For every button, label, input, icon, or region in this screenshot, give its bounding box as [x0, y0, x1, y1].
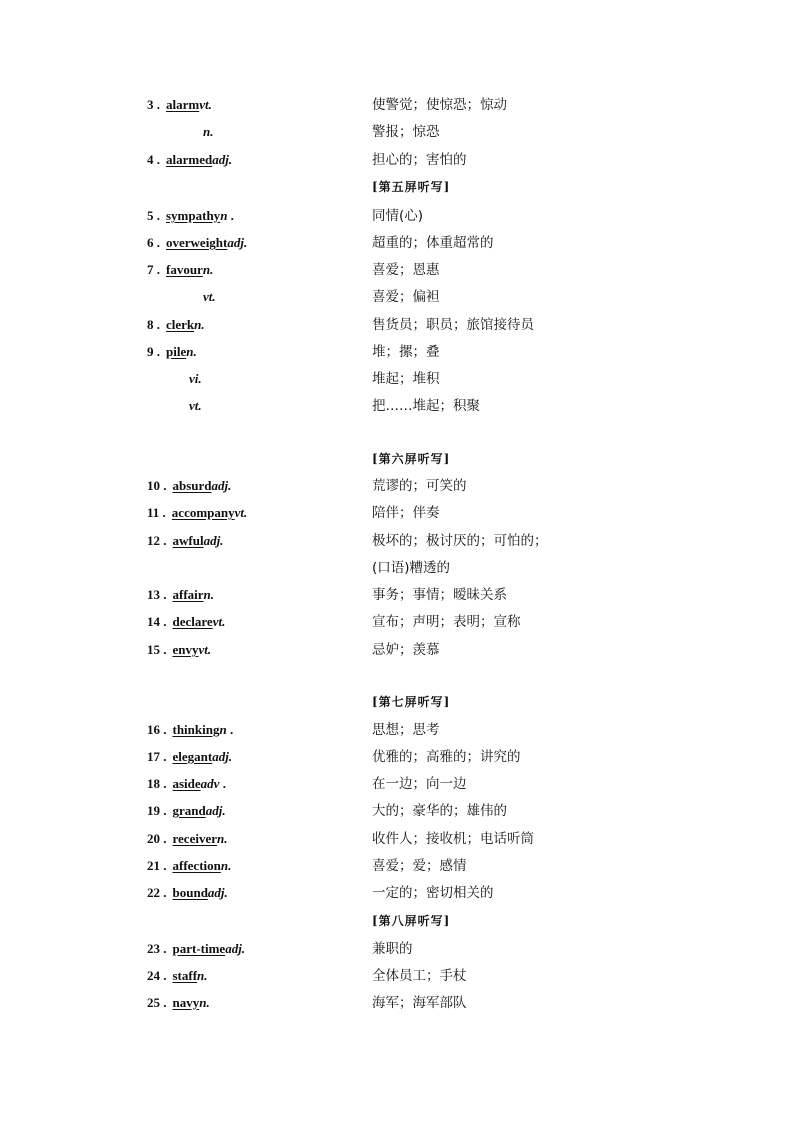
vocab-row	[0, 287, 794, 307]
part-of-speech: adj.	[205, 803, 226, 818]
headword: part-time	[172, 941, 226, 956]
trailing-mark: .	[226, 722, 234, 737]
term-cell	[147, 747, 232, 767]
entry-number: 11 .	[147, 505, 166, 520]
part-of-speech: vt.	[198, 642, 212, 657]
definition: 陪伴；伴奏	[372, 505, 440, 521]
vocab-row	[0, 640, 794, 660]
term-cell	[147, 476, 231, 496]
vocab-row	[0, 558, 794, 578]
term-cell	[147, 150, 232, 170]
definition: 荒谬的；可笑的	[372, 478, 467, 494]
entry-number: 12 .	[147, 533, 167, 548]
entry-number: 23 .	[147, 941, 167, 956]
vocab-row	[0, 612, 794, 632]
trailing-mark: .	[227, 208, 234, 223]
part-of-speech: n	[219, 722, 227, 737]
definition: 在一边；向一边	[372, 776, 467, 792]
part-of-speech: vt.	[212, 614, 226, 629]
vocab-row	[0, 503, 794, 523]
definition: 全体员工；手杖	[372, 968, 467, 984]
headword: affection	[172, 858, 221, 873]
definition: 同情(心)	[372, 208, 424, 224]
vocab-row	[0, 774, 794, 794]
section-header-row	[0, 911, 794, 931]
entry-number: 15 .	[147, 642, 167, 657]
term-cell	[147, 829, 227, 849]
term-cell	[147, 801, 226, 821]
headword: bound	[172, 885, 208, 900]
term-cell	[147, 342, 197, 362]
term-cell	[147, 883, 228, 903]
definition: 售货员；职员；旅馆接待员	[372, 317, 534, 333]
vocab-row	[0, 856, 794, 876]
definition: 极坏的；极讨厌的；可怕的；	[372, 533, 548, 549]
definition: 忌妒；羡慕	[372, 642, 440, 658]
term-cell	[147, 774, 226, 794]
part-of-speech: vi.	[189, 371, 202, 386]
definition: 堆；摞；叠	[372, 344, 440, 360]
term-cell	[189, 396, 202, 416]
term-cell	[147, 856, 231, 876]
headword: pile	[166, 344, 187, 359]
term-cell	[147, 612, 225, 632]
vocab-row	[0, 939, 794, 959]
part-of-speech: n.	[220, 858, 232, 873]
part-of-speech: n.	[199, 995, 210, 1010]
headword: staff	[172, 968, 198, 983]
entry-number: 19 .	[147, 803, 167, 818]
vocab-row	[0, 720, 794, 740]
definition: 使警觉；使惊恐；惊动	[372, 97, 507, 113]
definition: 把……堆起；积聚	[372, 398, 480, 414]
definition: 喜爱；偏袒	[372, 289, 440, 305]
entry-number: 25 .	[147, 995, 167, 1010]
section-header: [第七屏听写]	[372, 695, 451, 709]
definition: 警报；惊恐	[372, 124, 440, 140]
vocab-row	[0, 801, 794, 821]
entry-number: 16 .	[147, 722, 167, 737]
term-cell	[147, 95, 212, 115]
part-of-speech: adj.	[212, 749, 233, 764]
definition: 超重的；体重超常的	[372, 235, 494, 251]
definition: 喜爱；恩惠	[372, 262, 440, 278]
headword: declare	[172, 614, 213, 629]
definition: 堆起；堆积	[372, 371, 440, 387]
definition: 海军；海军部队	[372, 995, 467, 1011]
headword: alarm	[166, 97, 200, 112]
vocab-row	[0, 260, 794, 280]
entry-number: 21 .	[147, 858, 167, 873]
part-of-speech: vt.	[199, 97, 212, 112]
vocab-row	[0, 233, 794, 253]
entry-number: 6 .	[147, 235, 160, 250]
part-of-speech: n.	[194, 317, 205, 332]
headword: envy	[172, 642, 199, 657]
headword: navy	[172, 995, 200, 1010]
vocab-row	[0, 883, 794, 903]
term-cell	[147, 993, 210, 1013]
headword: overweight	[166, 235, 228, 250]
part-of-speech: n.	[217, 831, 228, 846]
entry-number: 10 .	[147, 478, 167, 493]
headword: receiver	[172, 831, 217, 846]
headword: clerk	[166, 317, 195, 332]
term-cell	[147, 531, 223, 551]
section-header-row	[0, 692, 794, 712]
term-cell	[147, 260, 213, 280]
definition: 宣布；声明；表明；宣称	[372, 614, 521, 630]
definition: 喜爱；爱；感情	[372, 858, 467, 874]
vocab-row	[0, 342, 794, 362]
entry-number: 13 .	[147, 587, 167, 602]
vocab-row	[0, 206, 794, 226]
term-cell	[147, 206, 234, 226]
entry-number: 4 .	[147, 152, 160, 167]
part-of-speech: n	[220, 208, 228, 223]
definition: 收件人；接收机；电话听筒	[372, 831, 534, 847]
vocab-row	[0, 122, 794, 142]
term-cell	[147, 233, 247, 253]
part-of-speech: n.	[197, 968, 208, 983]
entry-number: 24 .	[147, 968, 167, 983]
term-cell	[189, 369, 202, 389]
vocab-row	[0, 531, 794, 551]
section-header: [第五屏听写]	[372, 180, 451, 194]
definition: 兼职的	[372, 941, 413, 957]
term-cell	[147, 640, 211, 660]
entry-number: 20 .	[147, 831, 167, 846]
part-of-speech: vt.	[234, 505, 248, 520]
part-of-speech: n.	[186, 344, 197, 359]
entry-number: 22 .	[147, 885, 167, 900]
headword: awful	[172, 533, 204, 548]
entry-number: 5 .	[147, 208, 160, 223]
definition: 大的；豪华的；雄伟的	[372, 803, 507, 819]
headword: favour	[166, 262, 203, 277]
term-cell	[147, 585, 214, 605]
part-of-speech: adj.	[225, 941, 246, 956]
headword: grand	[172, 803, 206, 818]
part-of-speech: vt.	[189, 398, 202, 413]
entry-number: 8 .	[147, 317, 160, 332]
vocab-row	[0, 476, 794, 496]
part-of-speech: adj.	[227, 235, 248, 250]
vocab-row	[0, 747, 794, 767]
definition: 一定的；密切相关的	[372, 885, 494, 901]
term-cell	[147, 720, 233, 740]
part-of-speech: n.	[203, 124, 214, 139]
part-of-speech: adj.	[212, 152, 233, 167]
definition: 优雅的；高雅的；讲究的	[372, 749, 521, 765]
vocab-row	[0, 369, 794, 389]
entry-number: 18 .	[147, 776, 167, 791]
entry-number: 7 .	[147, 262, 160, 277]
entry-number: 3 .	[147, 97, 160, 112]
vocab-row	[0, 993, 794, 1013]
headword: affair	[172, 587, 204, 602]
headword: alarmed	[166, 152, 213, 167]
section-header-row	[0, 449, 794, 469]
headword: thinking	[172, 722, 220, 737]
part-of-speech: adj.	[203, 533, 224, 548]
term-cell	[147, 315, 205, 335]
section-header: [第六屏听写]	[372, 452, 451, 466]
entry-number: 9 .	[147, 344, 160, 359]
term-cell	[203, 287, 216, 307]
part-of-speech: adj.	[207, 885, 228, 900]
definition: 担心的；害怕的	[372, 152, 467, 168]
term-cell	[147, 966, 208, 986]
part-of-speech: adv	[200, 776, 220, 791]
headword: sympathy	[166, 208, 221, 223]
part-of-speech: vt.	[203, 289, 216, 304]
term-cell	[203, 122, 213, 142]
term-cell	[147, 939, 245, 959]
section-header: [第八屏听写]	[372, 914, 451, 928]
headword: absurd	[172, 478, 212, 493]
vocab-row	[0, 315, 794, 335]
vocab-row	[0, 829, 794, 849]
vocab-row	[0, 150, 794, 170]
definition: (口语)糟透的	[372, 560, 451, 576]
vocab-row	[0, 585, 794, 605]
definition: 事务；事情；暧昧关系	[372, 587, 507, 603]
section-header-row	[0, 177, 794, 197]
entry-number: 17 .	[147, 749, 167, 764]
trailing-mark: .	[219, 776, 226, 791]
part-of-speech: n.	[203, 587, 215, 602]
headword: aside	[172, 776, 201, 791]
definition: 思想；思考	[372, 722, 440, 738]
headword: accompany	[171, 505, 235, 520]
vocab-row	[0, 95, 794, 115]
part-of-speech: adj.	[211, 478, 232, 493]
term-cell	[147, 503, 247, 523]
vocab-row	[0, 966, 794, 986]
entry-number: 14 .	[147, 614, 167, 629]
part-of-speech: n.	[202, 262, 214, 277]
headword: elegant	[172, 749, 213, 764]
vocab-row	[0, 396, 794, 416]
